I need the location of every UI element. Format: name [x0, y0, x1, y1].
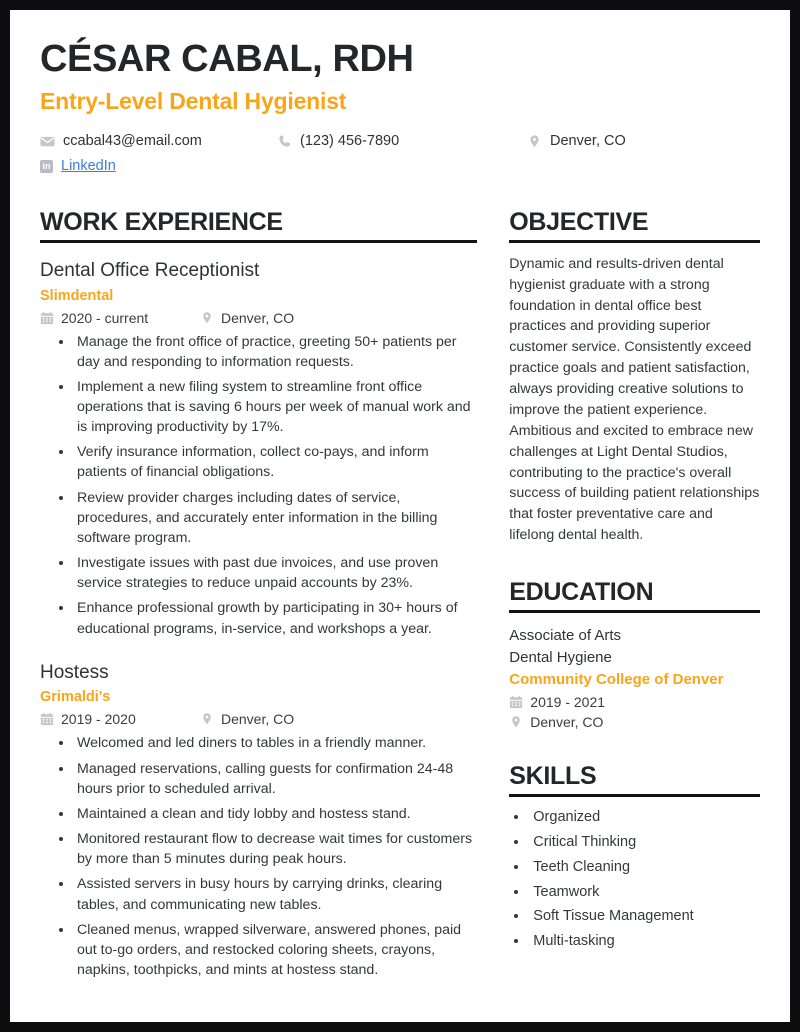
section-rule	[40, 240, 477, 243]
resume-page	[10, 10, 790, 1022]
bullet-item: • Managed reservations, calling guests for confirmation 24-48 hours prior to scheduled arrival.	[74, 759, 477, 799]
section-work-experience	[40, 209, 477, 981]
contact-phone-text: (123) 456-7890	[300, 133, 400, 150]
bullet-item: • Investigate issues with past due invoices, and use proven service strategies to reduce unpaid accounts by 23%.	[74, 553, 477, 593]
right-column	[509, 209, 760, 986]
job-meta	[40, 310, 477, 326]
map-pin-icon	[200, 712, 214, 726]
phone-icon	[277, 134, 292, 149]
contact-location	[527, 133, 727, 149]
job-bullets	[40, 733, 477, 980]
skills-list	[509, 807, 760, 953]
bullet-item: • Maintained a clean and tidy lobby and hostess stand.	[74, 804, 477, 824]
skill-item: • Teeth Cleaning	[529, 857, 760, 879]
map-pin-icon	[509, 715, 523, 729]
job-company: Grimaldi's	[40, 689, 111, 706]
contact-linkedin-link[interactable]: LinkedIn	[61, 158, 116, 175]
calendar-icon	[40, 311, 54, 325]
linkedin-badge-text: in	[40, 160, 53, 173]
bullet-item: • Verify insurance information, collect co-pays, and inform patients of financial obligations.	[74, 442, 477, 482]
section-rule	[509, 610, 760, 613]
education-location	[509, 714, 760, 730]
job-dates-text: 2020 - current	[61, 309, 149, 326]
bullet-item: • Enhance professional growth by participating in 30+ hours of educational programs, in-service, and workshops a year.	[74, 598, 477, 638]
resume-header	[40, 38, 760, 179]
contact-row-primary	[40, 129, 760, 154]
section-title-objective: OBJECTIVE	[509, 207, 649, 236]
skill-item: • Teamwork	[529, 882, 760, 904]
education-school: Community College of Denver	[509, 670, 724, 688]
bullet-item: • Assisted servers in busy hours by carrying drinks, clearing tables, and communicating new tables.	[74, 874, 477, 914]
contact-linkedin[interactable]	[40, 158, 277, 174]
section-title-work-experience: WORK EXPERIENCE	[40, 207, 283, 236]
education-location-text: Denver, CO	[530, 714, 604, 731]
job-dates	[40, 310, 200, 326]
job-bullets	[40, 332, 477, 639]
map-pin-icon	[527, 134, 542, 149]
candidate-headline: Entry-Level Dental Hygienist	[40, 87, 347, 114]
bullet-item: • Welcomed and led diners to tables in a friendly manner.	[74, 733, 477, 753]
section-objective	[509, 209, 760, 547]
objective-text: Dynamic and results-driven dental hygienist graduate with a strong foundation in dental office best practices and providing superior customer service. Consistently exceed practice goals and patient satisfaction, always providing creative solutions to improve the patient experience. Ambitious and excited to embrace new challenges at Light Dental Studios, contributing to the practice's overall success of building patient relationships that foster preventative care and lifelong dental health.	[509, 255, 760, 544]
job-title: Hostess	[40, 661, 109, 683]
job-meta	[40, 711, 477, 727]
candidate-name: CÉSAR CABAL, RDH	[40, 38, 414, 80]
job-title: Dental Office Receptionist	[40, 259, 260, 281]
left-column	[40, 209, 477, 986]
education-entry	[509, 625, 760, 730]
linkedin-icon	[40, 160, 53, 173]
skill-item: • Soft Tissue Management	[529, 906, 760, 928]
job-dates	[40, 711, 200, 727]
contact-row-secondary	[40, 154, 760, 179]
contact-block	[40, 129, 760, 179]
job-company: Slimdental	[40, 287, 114, 304]
education-dates-text: 2019 - 2021	[530, 694, 606, 711]
section-rule	[509, 240, 760, 243]
skill-item: • Organized	[529, 807, 760, 829]
bullet-item: • Manage the front office of practice, greeting 50+ patients per day and responding to information requests.	[74, 332, 477, 372]
bullet-item: • Implement a new filing system to streamline front office operations that is saving 6 hours per week of manual work and is improving productivity by 17%.	[74, 377, 477, 437]
contact-email-text: ccabal43@email.com	[63, 133, 202, 150]
bullet-item: • Review provider charges including dates of service, procedures, and accurately enter information in the billing software program.	[74, 488, 477, 548]
calendar-icon	[40, 712, 54, 726]
job-location-text: Denver, CO	[221, 309, 295, 326]
skill-item: • Multi-tasking	[529, 931, 760, 953]
job-dates-text: 2019 - 2020	[61, 711, 136, 728]
job-location-text: Denver, CO	[221, 711, 295, 728]
job-entry	[40, 661, 477, 980]
bullet-item: • Monitored restaurant flow to decrease wait times for customers by more than 5 minutes during peak hours.	[74, 829, 477, 869]
job-location	[200, 310, 294, 326]
resume-body	[40, 209, 760, 986]
section-title-skills: SKILLS	[509, 762, 597, 791]
section-education	[509, 579, 760, 730]
section-rule	[509, 794, 760, 797]
skill-item: • Critical Thinking	[529, 832, 760, 854]
contact-email[interactable]	[40, 133, 277, 149]
job-location	[200, 711, 294, 727]
map-pin-icon	[200, 311, 214, 325]
envelope-icon	[40, 134, 55, 149]
section-skills	[509, 763, 760, 953]
education-degree: Associate of Arts	[509, 627, 621, 645]
section-title-education: EDUCATION	[509, 578, 654, 607]
contact-phone[interactable]	[277, 133, 527, 149]
contact-location-text: Denver, CO	[550, 133, 626, 150]
bullet-item: • Cleaned menus, wrapped silverware, answered phones, paid out to-go orders, and restocked coloring sheets, crayons, napkins, toothpicks, and mints at hostess stand.	[74, 920, 477, 980]
education-dates	[509, 694, 760, 710]
education-field: Dental Hygiene	[509, 648, 612, 666]
job-entry	[40, 259, 477, 639]
calendar-icon	[509, 695, 523, 709]
